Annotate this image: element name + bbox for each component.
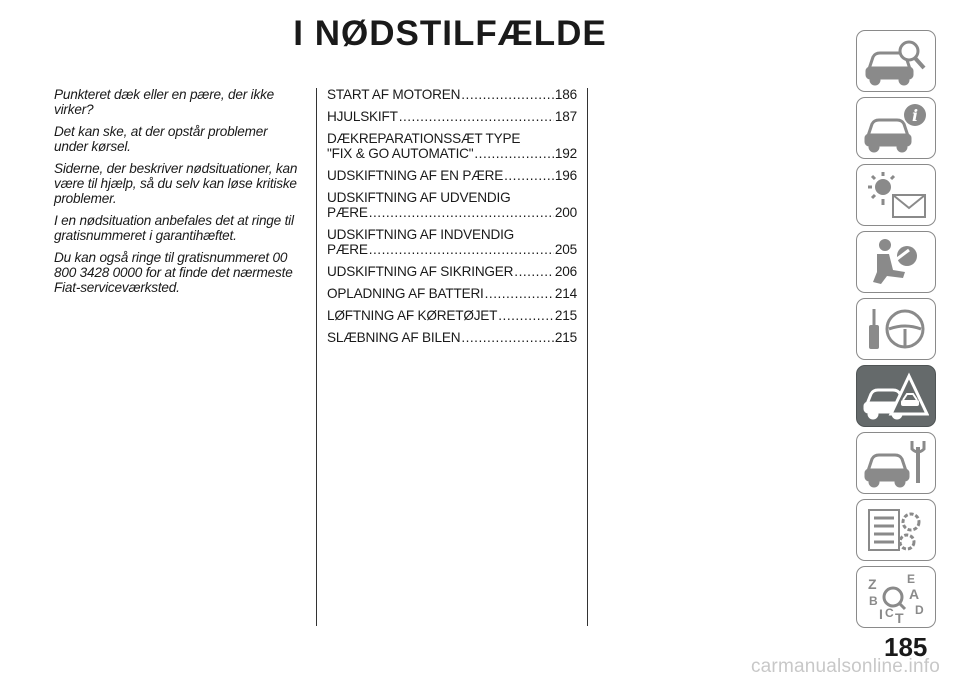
toc-item-interior-bulb[interactable]: [327, 227, 577, 257]
page-title: I NØDSTILFÆLDE: [293, 14, 607, 53]
toc-item-start-engine[interactable]: [327, 87, 577, 102]
intro-paragraph: Det kan ske, at der opstår problemer under kørsel.: [54, 124, 268, 154]
chapter-tab-safety[interactable]: [856, 231, 936, 293]
toc-leader: [399, 109, 554, 124]
page-number: 185: [884, 632, 928, 662]
toc-leader: [474, 146, 554, 161]
car-service-wrench-icon: [863, 437, 929, 489]
svg-text:i: i: [911, 106, 919, 125]
chapter-tab-specifications[interactable]: [856, 499, 936, 561]
toc-page: 187: [554, 109, 577, 124]
toc-label: LØFTNING AF KØRETØJET: [327, 308, 498, 323]
toc-page: 215: [554, 308, 577, 323]
toc-label-line1: DÆKREPARATIONSSÆT TYPE: [327, 131, 521, 146]
toc-page: 200: [554, 205, 577, 220]
chapter-tab-starting-driving[interactable]: [856, 298, 936, 360]
toc-label: "FIX & GO AUTOMATIC": [327, 146, 474, 161]
chapter-tab-warning-lights[interactable]: [856, 164, 936, 226]
toc-item-tyre-repair-kit[interactable]: [327, 131, 577, 161]
car-info-icon: [863, 102, 929, 154]
toc-leader: [504, 168, 554, 183]
warning-lights-icon: [863, 169, 929, 221]
toc-page: 214: [554, 286, 577, 301]
emergency-car-warning-icon: [863, 370, 929, 422]
svg-text:A: A: [909, 586, 920, 602]
chapter-tab-emergency[interactable]: [856, 365, 936, 427]
toc-page: 186: [554, 87, 577, 102]
toc-label: UDSKIFTNING AF SIKRINGER: [327, 264, 514, 279]
toc-page: 196: [554, 168, 577, 183]
toc-page: 215: [554, 330, 577, 345]
airbag-seat-icon: [863, 236, 929, 288]
specifications-gear-icon: [863, 504, 929, 556]
toc-leader: [461, 87, 554, 102]
intro-text: [54, 87, 304, 302]
svg-text:Z: Z: [868, 576, 877, 592]
column-divider-right: [587, 88, 588, 626]
intro-paragraph: I en nødsituation anbefales det at ringe til gratisnummeret i garantihæftet.: [54, 213, 294, 243]
toc-label: OPLADNING AF BATTERI: [327, 286, 484, 301]
toc-page: 205: [554, 242, 577, 257]
toc-page: 192: [554, 146, 577, 161]
toc-item-exterior-bulb[interactable]: [327, 190, 577, 220]
chapter-tab-dashboard[interactable]: [856, 30, 936, 92]
car-inspection-icon: [863, 35, 929, 87]
svg-text:E: E: [907, 572, 916, 586]
toc-label: UDSKIFTNING AF EN PÆRE: [327, 168, 504, 183]
toc-leader: [498, 308, 554, 323]
toc-leader: [485, 286, 554, 301]
toc-leader: [514, 264, 554, 279]
toc-label: HJULSKIFT: [327, 109, 398, 124]
toc-item-battery-charging[interactable]: [327, 286, 577, 301]
toc-leader: [461, 330, 554, 345]
intro-paragraph: Du kan også ringe til gratisnummeret 00 800 3428 0000 for at finde det nærmeste Fiat-serviceværksted.: [54, 250, 293, 295]
svg-text:C: C: [885, 606, 894, 620]
svg-text:B: B: [869, 594, 878, 608]
svg-text:I: I: [879, 606, 883, 622]
watermark: carmanualsonline.info: [750, 656, 940, 677]
svg-text:T: T: [895, 610, 904, 623]
steering-wheel-key-icon: [863, 303, 929, 355]
chapter-tab-getting-to-know[interactable]: [856, 97, 936, 159]
toc-label-line1: UDSKIFTNING AF UDVENDIG: [327, 190, 511, 205]
alphabetical-index-icon: [863, 571, 929, 623]
toc-label: PÆRE: [327, 242, 368, 257]
chapter-tab-maintenance[interactable]: [856, 432, 936, 494]
toc-leader: [369, 242, 554, 257]
toc-item-bulb-replacement[interactable]: [327, 168, 577, 183]
toc-item-lifting-vehicle[interactable]: [327, 308, 577, 323]
toc-item-towing[interactable]: [327, 330, 577, 345]
table-of-contents: [327, 87, 577, 352]
toc-item-wheel-change[interactable]: [327, 109, 577, 124]
intro-paragraph: Punkteret dæk eller en pære, der ikke virker?: [54, 87, 275, 117]
toc-page: 206: [554, 264, 577, 279]
toc-label: SLÆBNING AF BILEN: [327, 330, 461, 345]
chapter-tab-index[interactable]: [856, 566, 936, 628]
toc-leader: [369, 205, 554, 220]
toc-label: START AF MOTOREN: [327, 87, 461, 102]
toc-label: PÆRE: [327, 205, 368, 220]
toc-label-line1: UDSKIFTNING AF INDVENDIG: [327, 227, 515, 242]
intro-paragraph: Siderne, der beskriver nødsituationer, kan være til hjælp, så du selv kan løse kritiske problemer.: [54, 161, 298, 206]
toc-item-fuses[interactable]: [327, 264, 577, 279]
column-divider-left: [316, 88, 317, 626]
svg-text:D: D: [915, 603, 924, 617]
